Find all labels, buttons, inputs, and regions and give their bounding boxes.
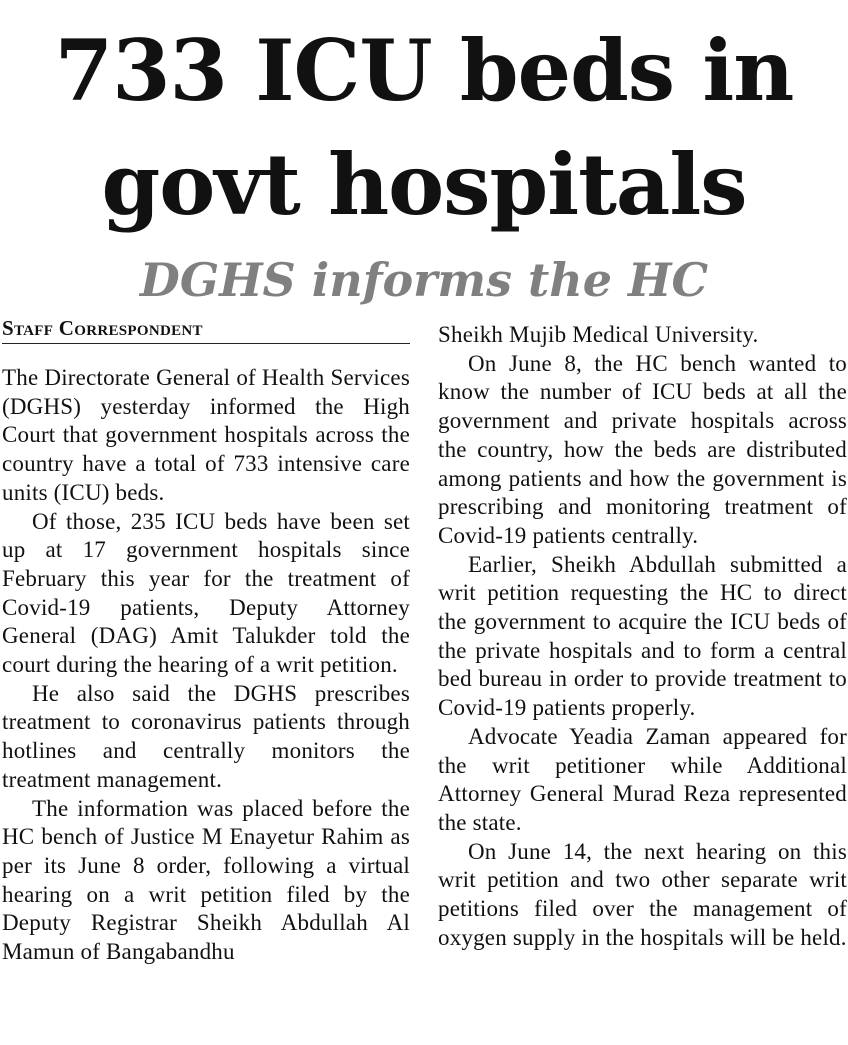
paragraph-continuation: Sheikh Mujib Medical University. (438, 322, 759, 347)
paragraph: On June 8, the HC bench wanted to know the number of ICU beds at all the government and private hospitals across the country, how the beds are distributed among patients and how the government is prescribing and monitoring treatment of Covid-19 patients centrally. (438, 350, 847, 548)
paragraph: Advocate Yeadia Zaman appeared for the writ petitioner while Additional Attorney General Murad Reza represented the state. (438, 723, 847, 835)
headline-line-1: 733 ICU beds in (54, 21, 794, 120)
paragraph: The Directorate General of Health Services (DGHS) yesterday informed the High Court that government hospitals across the country have a total of 733 intensive care units (ICU) beds. (2, 365, 410, 505)
headline-line-2: govt hospitals (101, 135, 747, 234)
paragraph: Earlier, Sheikh Abdullah submitted a writ petition requesting the HC to direct the government to acquire the ICU beds of the private hospitals and to form a central bed bureau in order to provide treatment to Covid-19 patients properly. (438, 551, 847, 721)
paragraph: He also said the DGHS prescribes treatment to coronavirus patients through hotlines and centrally monitors the treatment management. (2, 680, 410, 792)
paragraph: On June 14, the next hearing on this writ petition and two other separate writ petitions filed over the management of oxygen supply in the hospitals will be held. (438, 838, 847, 950)
article-column-right (438, 321, 847, 952)
byline: Staff Correspondent (2, 315, 410, 344)
paragraph: Of those, 235 ICU beds have been set up at 17 government hospitals since February this year for the treatment of Covid-19 patients, Deputy Attorney General (DAG) Amit Talukder told the court during the hearing of a writ petition. (2, 508, 410, 678)
headline (0, 14, 848, 242)
article-column-left (2, 364, 410, 967)
paragraph: The information was placed before the HC bench of Justice M Enayetur Rahim as per its June 8 order, following a virtual hearing on a writ petition filed by the Deputy Registrar Sheikh Abdullah Al Mamun of Bangabandhu (2, 795, 410, 965)
subheadline: DGHS informs the HC (139, 253, 709, 307)
